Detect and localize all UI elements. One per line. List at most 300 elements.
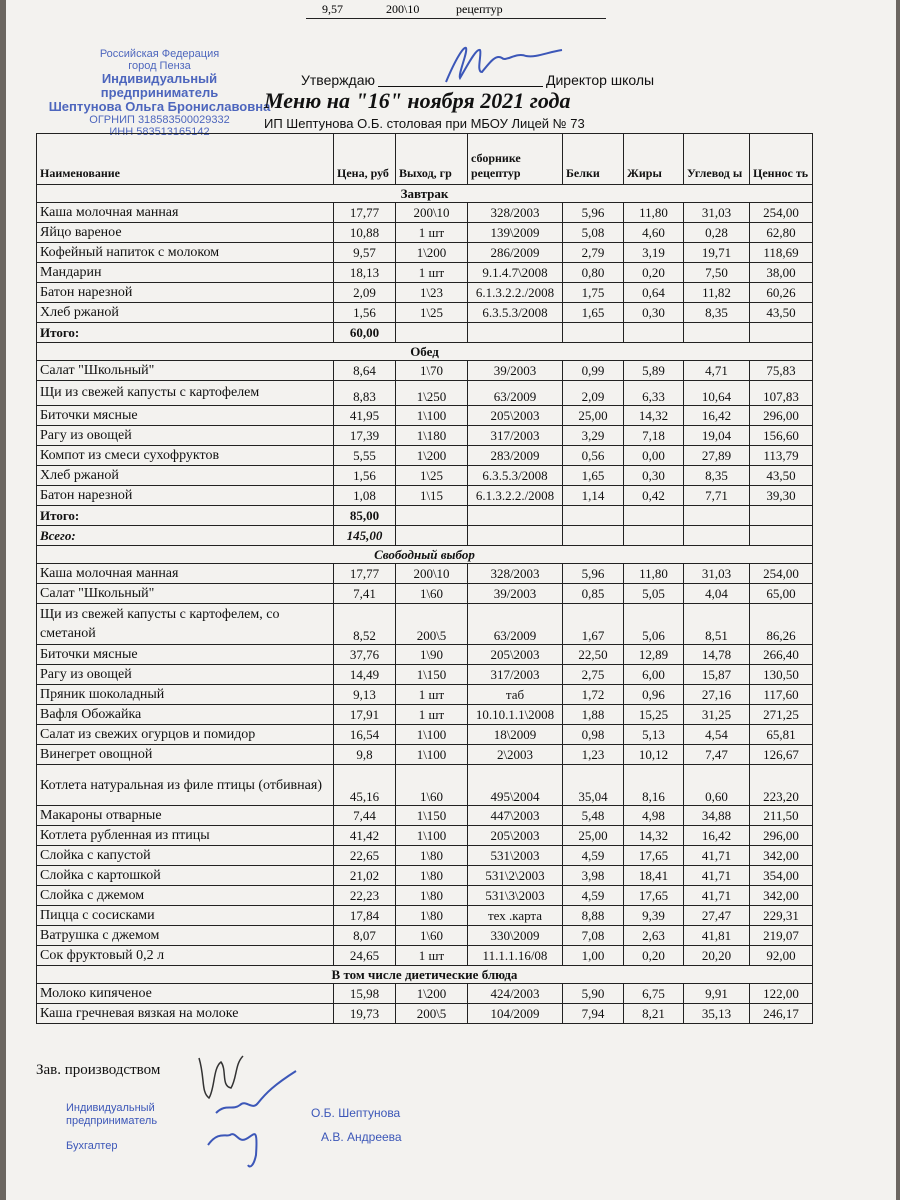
energy-value-cell: 296,00: [750, 826, 813, 846]
carbs-cell: 27,16: [684, 685, 750, 705]
ip-label-line: предприниматель: [66, 1115, 158, 1127]
price-cell: 14,49: [334, 665, 396, 685]
menu-item-row: [37, 604, 813, 645]
price-cell: 17,39: [334, 426, 396, 446]
fat-cell: 17,65: [624, 846, 684, 866]
yield-cell: 200\5: [396, 1004, 468, 1024]
fat-cell: 6,33: [624, 381, 684, 406]
approval-line: [301, 72, 654, 88]
fat-cell: 0,30: [624, 466, 684, 486]
carbs-cell: 0,60: [684, 765, 750, 806]
section-free-choice: [37, 546, 813, 564]
menu-item-row: [37, 926, 813, 946]
dish-name-cell: Винегрет овощной: [37, 745, 334, 765]
protein-cell: 1,88: [563, 705, 624, 725]
stamp-line: Шептунова Ольга Брониславовна: [48, 99, 271, 114]
dish-name-cell: Вафля Обожайка: [37, 705, 334, 725]
recipe-cell: 6.3.5.3/2008: [468, 303, 563, 323]
fat-cell: 11,80: [624, 203, 684, 223]
fat-cell: 11,80: [624, 564, 684, 584]
dish-name-cell: Щи из свежей капусты с картофелем, со сметаной: [37, 604, 334, 645]
fat-cell: 3,19: [624, 243, 684, 263]
price-cell: 8,52: [334, 604, 396, 645]
dish-name-cell: Биточки мясные: [37, 645, 334, 665]
total-value: 85,00: [334, 506, 396, 526]
menu-item-row: [37, 886, 813, 906]
strip-yield: 200\10: [386, 2, 420, 16]
dish-name-cell: Слойка с капустой: [37, 846, 334, 866]
accountant-label: Бухгалтер: [66, 1140, 118, 1152]
energy-value-cell: 65,81: [750, 725, 813, 745]
recipe-cell: 39/2003: [468, 361, 563, 381]
strip-recipe: рецептур: [456, 2, 503, 16]
production-label: Зав. производством: [36, 1062, 161, 1078]
protein-cell: 7,94: [563, 1004, 624, 1024]
protein-cell: 4,59: [563, 886, 624, 906]
protein-cell: 1,00: [563, 946, 624, 966]
carbs-cell: 4,71: [684, 361, 750, 381]
carbs-cell: 19,71: [684, 243, 750, 263]
price-cell: 45,16: [334, 765, 396, 806]
yield-cell: 1\150: [396, 806, 468, 826]
yield-cell: 1\250: [396, 381, 468, 406]
dish-name-cell: Пряник шоколадный: [37, 685, 334, 705]
yield-cell: 1\80: [396, 846, 468, 866]
menu-sheet: [6, 0, 896, 1200]
header-fat: Жиры: [624, 134, 684, 185]
energy-value-cell: 254,00: [750, 564, 813, 584]
yield-cell: 1\23: [396, 283, 468, 303]
price-cell: 17,77: [334, 203, 396, 223]
header-protein: Белки: [563, 134, 624, 185]
recipe-cell: 63/2009: [468, 604, 563, 645]
carbs-cell: 31,03: [684, 564, 750, 584]
dish-name-cell: Слойка с картошкой: [37, 866, 334, 886]
recipe-cell: таб: [468, 685, 563, 705]
price-cell: 17,77: [334, 564, 396, 584]
recipe-cell: 531\2003: [468, 846, 563, 866]
recipe-cell: 424/2003: [468, 984, 563, 1004]
price-cell: 1,56: [334, 466, 396, 486]
lunch-total-row: [37, 506, 813, 526]
menu-item-row: [37, 426, 813, 446]
yield-cell: 200\10: [396, 203, 468, 223]
approve-role: Директор школы: [545, 72, 655, 88]
grand-total-row: [37, 526, 813, 546]
menu-item-row: [37, 361, 813, 381]
yield-cell: 1 шт: [396, 705, 468, 725]
menu-item-row: [37, 906, 813, 926]
dish-name-cell: Салат "Школьный": [37, 584, 334, 604]
dish-name-cell: Яйцо вареное: [37, 223, 334, 243]
yield-cell: 1\25: [396, 466, 468, 486]
dish-name-cell: Котлета рубленная из птицы: [37, 826, 334, 846]
protein-cell: 0,56: [563, 446, 624, 466]
recipe-cell: 531\2\2003: [468, 866, 563, 886]
menu-item-row: [37, 745, 813, 765]
protein-cell: 1,67: [563, 604, 624, 645]
ip-label-line: Индивидуальный: [66, 1102, 155, 1114]
header-recipe: сборнике рецептур: [468, 134, 563, 185]
price-cell: 17,84: [334, 906, 396, 926]
section-lunch: [37, 343, 813, 361]
recipe-cell: 495\2004: [468, 765, 563, 806]
fat-cell: 0,20: [624, 946, 684, 966]
total-label: Итого:: [37, 506, 334, 526]
energy-value-cell: 211,50: [750, 806, 813, 826]
menu-item-row: [37, 446, 813, 466]
price-cell: 37,76: [334, 645, 396, 665]
fat-cell: 5,06: [624, 604, 684, 645]
carbs-cell: 31,03: [684, 203, 750, 223]
carbs-cell: 20,20: [684, 946, 750, 966]
protein-cell: 1,65: [563, 466, 624, 486]
dish-name-cell: Рагу из овощей: [37, 665, 334, 685]
stamp-line: Индивидуальный предприниматель: [100, 71, 219, 100]
carbs-cell: 8,35: [684, 303, 750, 323]
section-label: Завтрак: [37, 185, 813, 203]
dish-name-cell: Котлета натуральная из филе птицы (отбивная): [37, 765, 334, 806]
menu-item-row: [37, 645, 813, 665]
protein-cell: 22,50: [563, 645, 624, 665]
energy-value-cell: 39,30: [750, 486, 813, 506]
energy-value-cell: 229,31: [750, 906, 813, 926]
dish-name-cell: Батон нарезной: [37, 486, 334, 506]
price-cell: 17,91: [334, 705, 396, 725]
carbs-cell: 8,35: [684, 466, 750, 486]
energy-value-cell: 38,00: [750, 263, 813, 283]
protein-cell: 0,85: [563, 584, 624, 604]
energy-value-cell: 118,69: [750, 243, 813, 263]
menu-item-row: [37, 381, 813, 406]
protein-cell: 1,23: [563, 745, 624, 765]
energy-value-cell: 342,00: [750, 886, 813, 906]
recipe-cell: 531\3\2003: [468, 886, 563, 906]
carbs-cell: 27,89: [684, 446, 750, 466]
dish-name-cell: Салат из свежих огурцов и помидор: [37, 725, 334, 745]
section-diet: [37, 966, 813, 984]
menu-item-row: [37, 303, 813, 323]
fat-cell: 0,20: [624, 263, 684, 283]
menu-item-row: [37, 705, 813, 725]
fat-cell: 15,25: [624, 705, 684, 725]
recipe-cell: 205\2003: [468, 645, 563, 665]
protein-cell: 8,88: [563, 906, 624, 926]
yield-cell: 1\200: [396, 984, 468, 1004]
recipe-cell: 317/2003: [468, 665, 563, 685]
dish-name-cell: Сок фруктовый 0,2 л: [37, 946, 334, 966]
section-breakfast: [37, 185, 813, 203]
protein-cell: 7,08: [563, 926, 624, 946]
recipe-cell: 447\2003: [468, 806, 563, 826]
price-cell: 8,83: [334, 381, 396, 406]
carbs-cell: 35,13: [684, 1004, 750, 1024]
protein-cell: 2,75: [563, 665, 624, 685]
menu-table-body: [37, 185, 813, 1024]
carbs-cell: 27,47: [684, 906, 750, 926]
price-cell: 15,98: [334, 984, 396, 1004]
header-name: Наименование: [37, 134, 334, 185]
fat-cell: 5,13: [624, 725, 684, 745]
protein-cell: 5,48: [563, 806, 624, 826]
fat-cell: 5,05: [624, 584, 684, 604]
recipe-cell: 6.1.3.2.2./2008: [468, 486, 563, 506]
protein-cell: 0,80: [563, 263, 624, 283]
energy-value-cell: 271,25: [750, 705, 813, 725]
yield-cell: 1\25: [396, 303, 468, 323]
energy-value-cell: 75,83: [750, 361, 813, 381]
energy-value-cell: 342,00: [750, 846, 813, 866]
fat-cell: 0,00: [624, 446, 684, 466]
energy-value-cell: 92,00: [750, 946, 813, 966]
menu-item-row: [37, 223, 813, 243]
price-cell: 2,09: [334, 283, 396, 303]
fat-cell: 8,21: [624, 1004, 684, 1024]
carbs-cell: 4,54: [684, 725, 750, 745]
yield-cell: 200\10: [396, 564, 468, 584]
yield-cell: 1\60: [396, 584, 468, 604]
price-cell: 1,56: [334, 303, 396, 323]
dish-name-cell: Каша молочная манная: [37, 203, 334, 223]
price-cell: 7,44: [334, 806, 396, 826]
menu-item-row: [37, 243, 813, 263]
carbs-cell: 19,04: [684, 426, 750, 446]
yield-cell: 1\200: [396, 446, 468, 466]
previous-page-strip: [306, 0, 606, 19]
menu-item-row: [37, 826, 813, 846]
menu-item-row: [37, 564, 813, 584]
yield-cell: 1\90: [396, 645, 468, 665]
yield-cell: 1\180: [396, 426, 468, 446]
strip-price: 9,57: [322, 2, 343, 16]
protein-cell: 1,75: [563, 283, 624, 303]
yield-cell: 1\15: [396, 486, 468, 506]
carbs-cell: 31,25: [684, 705, 750, 725]
fat-cell: 0,42: [624, 486, 684, 506]
carbs-cell: 34,88: [684, 806, 750, 826]
carbs-cell: 9,91: [684, 984, 750, 1004]
yield-cell: 1\80: [396, 866, 468, 886]
protein-cell: 35,04: [563, 765, 624, 806]
energy-value-cell: 122,00: [750, 984, 813, 1004]
total-label: Итого:: [37, 323, 334, 343]
menu-item-row: [37, 665, 813, 685]
menu-item-row: [37, 283, 813, 303]
protein-cell: 1,72: [563, 685, 624, 705]
dish-name-cell: Компот из смеси сухофруктов: [37, 446, 334, 466]
dish-name-cell: Молоко кипяченое: [37, 984, 334, 1004]
carbs-cell: 14,78: [684, 645, 750, 665]
price-cell: 22,23: [334, 886, 396, 906]
section-label: В том числе диетические блюда: [37, 966, 813, 984]
carbs-cell: 4,04: [684, 584, 750, 604]
dish-name-cell: Салат "Школьный": [37, 361, 334, 381]
recipe-cell: 139\2009: [468, 223, 563, 243]
fat-cell: 2,63: [624, 926, 684, 946]
dish-name-cell: Биточки мясные: [37, 406, 334, 426]
yield-cell: 1 шт: [396, 946, 468, 966]
menu-item-row: [37, 406, 813, 426]
fat-cell: 7,18: [624, 426, 684, 446]
carbs-cell: 7,50: [684, 263, 750, 283]
fat-cell: 9,39: [624, 906, 684, 926]
recipe-cell: 6.1.3.2.2./2008: [468, 283, 563, 303]
yield-cell: 1\100: [396, 406, 468, 426]
price-cell: 24,65: [334, 946, 396, 966]
price-cell: 16,54: [334, 725, 396, 745]
price-cell: 41,95: [334, 406, 396, 426]
yield-cell: 1 шт: [396, 685, 468, 705]
fat-cell: 14,32: [624, 406, 684, 426]
header-price: Цена, руб: [334, 134, 396, 185]
price-cell: 18,13: [334, 263, 396, 283]
protein-cell: 5,96: [563, 564, 624, 584]
price-cell: 7,41: [334, 584, 396, 604]
menu-item-row: [37, 203, 813, 223]
fat-cell: 18,41: [624, 866, 684, 886]
price-cell: 19,73: [334, 1004, 396, 1024]
price-cell: 22,65: [334, 846, 396, 866]
ip-signature: [196, 1065, 316, 1175]
dish-name-cell: Пицца с сосисками: [37, 906, 334, 926]
dish-name-cell: Каша гречневая вязкая на молоке: [37, 1004, 334, 1024]
ip-name: О.Б. Шептунова: [311, 1106, 401, 1120]
protein-cell: 5,08: [563, 223, 624, 243]
energy-value-cell: 43,50: [750, 466, 813, 486]
carbs-cell: 7,71: [684, 486, 750, 506]
fat-cell: 5,89: [624, 361, 684, 381]
section-label: Обед: [37, 343, 813, 361]
price-cell: 9,8: [334, 745, 396, 765]
protein-cell: 25,00: [563, 406, 624, 426]
menu-item-row: [37, 685, 813, 705]
price-cell: 9,57: [334, 243, 396, 263]
accountant-name: А.В. Андреева: [321, 1130, 402, 1144]
fat-cell: 0,96: [624, 685, 684, 705]
recipe-cell: 328/2003: [468, 203, 563, 223]
yield-cell: 200\5: [396, 604, 468, 645]
carbs-cell: 16,42: [684, 406, 750, 426]
recipe-cell: 328/2003: [468, 564, 563, 584]
yield-cell: 1\60: [396, 765, 468, 806]
yield-cell: 1\150: [396, 665, 468, 685]
dish-name-cell: Ватрушка с джемом: [37, 926, 334, 946]
protein-cell: 5,90: [563, 984, 624, 1004]
energy-value-cell: 113,79: [750, 446, 813, 466]
recipe-cell: 205\2003: [468, 826, 563, 846]
protein-cell: 2,79: [563, 243, 624, 263]
energy-value-cell: 117,60: [750, 685, 813, 705]
grand-total-label: Всего:: [37, 526, 334, 546]
energy-value-cell: 126,67: [750, 745, 813, 765]
menu-item-row: [37, 466, 813, 486]
price-cell: 8,64: [334, 361, 396, 381]
yield-cell: 1 шт: [396, 223, 468, 243]
page-subtitle: ИП Шептунова О.Б. столовая при МБОУ Лицей № 73: [264, 116, 585, 131]
price-cell: 21,02: [334, 866, 396, 886]
fat-cell: 12,89: [624, 645, 684, 665]
fat-cell: 0,64: [624, 283, 684, 303]
recipe-cell: 205\2003: [468, 406, 563, 426]
carbs-cell: 15,87: [684, 665, 750, 685]
menu-item-row: [37, 866, 813, 886]
price-cell: 8,07: [334, 926, 396, 946]
recipe-cell: 286/2009: [468, 243, 563, 263]
fat-cell: 8,16: [624, 765, 684, 806]
energy-value-cell: 86,26: [750, 604, 813, 645]
energy-value-cell: 296,00: [750, 406, 813, 426]
approve-label: Утверждаю: [301, 72, 375, 88]
dish-name-cell: Батон нарезной: [37, 283, 334, 303]
recipe-cell: 9.1.4.7\2008: [468, 263, 563, 283]
fat-cell: 14,32: [624, 826, 684, 846]
energy-value-cell: 130,50: [750, 665, 813, 685]
energy-value-cell: 219,07: [750, 926, 813, 946]
menu-item-row: [37, 846, 813, 866]
menu-table: [36, 133, 813, 1024]
price-cell: 10,88: [334, 223, 396, 243]
carbs-cell: 7,47: [684, 745, 750, 765]
dish-name-cell: Хлеб ржаной: [37, 466, 334, 486]
yield-cell: 1\80: [396, 886, 468, 906]
menu-item-row: [37, 1004, 813, 1024]
protein-cell: 0,99: [563, 361, 624, 381]
menu-item-row: [37, 725, 813, 745]
recipe-cell: тех .карта: [468, 906, 563, 926]
yield-cell: 1\200: [396, 243, 468, 263]
menu-item-row: [37, 946, 813, 966]
protein-cell: 4,59: [563, 846, 624, 866]
recipe-cell: 11.1.1.16/08: [468, 946, 563, 966]
recipe-cell: 10.10.1.1\2008: [468, 705, 563, 725]
stamp-line: город Пенза: [128, 60, 191, 72]
fat-cell: 0,30: [624, 303, 684, 323]
header-yield: Выход, гр: [396, 134, 468, 185]
dish-name-cell: Хлеб ржаной: [37, 303, 334, 323]
protein-cell: 0,98: [563, 725, 624, 745]
carbs-cell: 11,82: [684, 283, 750, 303]
recipe-cell: 18\2009: [468, 725, 563, 745]
dish-name-cell: Макароны отварные: [37, 806, 334, 826]
carbs-cell: 10,64: [684, 381, 750, 406]
energy-value-cell: 254,00: [750, 203, 813, 223]
yield-cell: 1\100: [396, 725, 468, 745]
header-value: Ценнос ть: [750, 134, 813, 185]
fat-cell: 4,60: [624, 223, 684, 243]
energy-value-cell: 65,00: [750, 584, 813, 604]
energy-value-cell: 107,83: [750, 381, 813, 406]
energy-value-cell: 60,26: [750, 283, 813, 303]
protein-cell: 2,09: [563, 381, 624, 406]
fat-cell: 6,00: [624, 665, 684, 685]
menu-item-row: [37, 584, 813, 604]
recipe-cell: 39/2003: [468, 584, 563, 604]
yield-cell: 1\100: [396, 826, 468, 846]
section-label: Свободный выбор: [37, 546, 813, 564]
protein-cell: 1,14: [563, 486, 624, 506]
fat-cell: 6,75: [624, 984, 684, 1004]
header-carbs: Углевод ы: [684, 134, 750, 185]
energy-value-cell: 156,60: [750, 426, 813, 446]
recipe-cell: 104/2009: [468, 1004, 563, 1024]
carbs-cell: 41,71: [684, 886, 750, 906]
dish-name-cell: Слойка с джемом: [37, 886, 334, 906]
energy-value-cell: 223,20: [750, 765, 813, 806]
yield-cell: 1\80: [396, 906, 468, 926]
menu-item-row: [37, 263, 813, 283]
yield-cell: 1 шт: [396, 263, 468, 283]
yield-cell: 1\70: [396, 361, 468, 381]
